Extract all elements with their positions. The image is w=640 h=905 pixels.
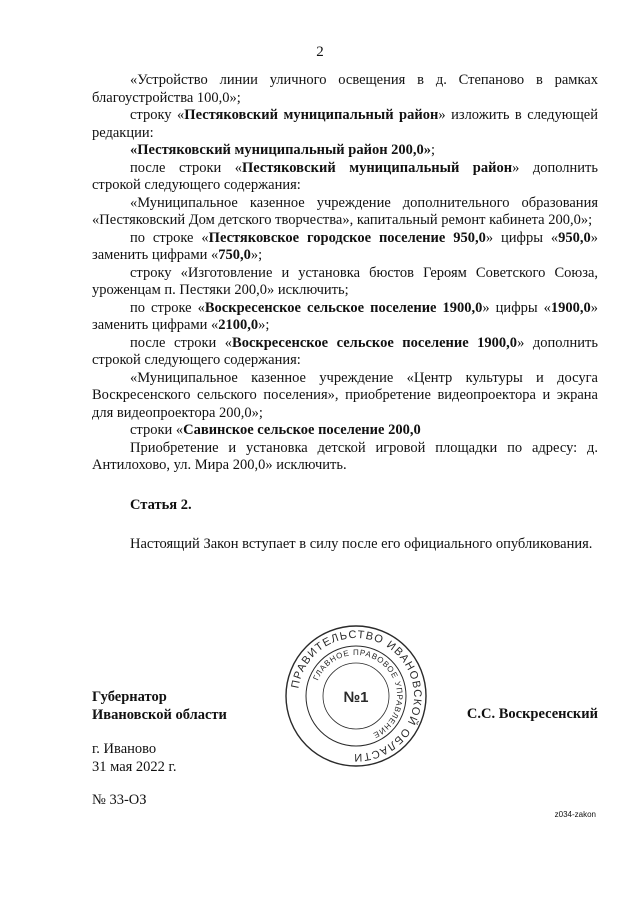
- place: г. Иваново: [92, 741, 157, 757]
- bold-run: Пестяковский муниципальный район: [242, 159, 513, 176]
- text-run: » заменить цифрами «: [92, 299, 598, 333]
- paragraph: [92, 142, 598, 160]
- bold-run: 950,0: [558, 229, 591, 246]
- document-code: z034-zakon: [554, 810, 596, 819]
- text-run: по строке «: [130, 299, 205, 316]
- seal-outer-text: ПРАВИТЕЛЬСТВО ИВАНОВСКОЙ ОБЛАСТИ: [289, 628, 424, 764]
- text-run: «Муниципальное казенное учреждение «Центр культуры и досуга Воскресенского сельского поселения», приобретение видеопроектора и экрана для видеопроектора 200,0»;: [92, 369, 598, 421]
- document-body: [92, 72, 598, 554]
- bold-run: Воскресенское сельское поселение 1900,0: [232, 334, 518, 351]
- bold-run: Пестяковский муниципальный район: [184, 107, 439, 123]
- text-run: «Муниципальное казенное учреждение дополнительного образования «Пестяковский Дом детского творчества», капитальный ремонт кабинета 200,0»;: [92, 194, 598, 228]
- paragraph: [92, 440, 598, 475]
- signatory-name: С.С. Воскресенский: [466, 706, 598, 722]
- bold-run: 1900,0: [550, 299, 591, 316]
- bold-run: 2100,0: [218, 317, 259, 333]
- text-run: » цифры «: [482, 299, 551, 316]
- bold-run: Воскресенское сельское поселение 1900,0: [204, 299, 483, 316]
- paragraph: [92, 265, 598, 300]
- text-run: » изложить в следующей редакции:: [92, 107, 599, 141]
- text-run: » дополнить строкой следующего содержания:: [92, 334, 598, 368]
- text-run: » дополнить строкой следующего содержания:: [92, 159, 599, 193]
- date: 31 мая 2022 г.: [92, 759, 177, 775]
- text-run: строку «: [130, 107, 185, 123]
- text-run: строку «Изготовление и установка бюстов Героям Советского Союза, уроженцам п. Пестяки 200,0» исключить;: [92, 264, 598, 298]
- paragraph: [92, 160, 598, 195]
- text-run: после строки «: [130, 334, 233, 351]
- paragraph: [92, 72, 598, 107]
- text-run: «Устройство линии уличного освещения в д. Степаново в рамках благоустройства 100,0»;: [92, 72, 598, 106]
- law-effective-text: Настоящий Закон вступает в силу после его официального опубликования.: [130, 536, 593, 552]
- article-heading: Статья 2.: [130, 496, 192, 513]
- seal-number: №1: [343, 689, 369, 706]
- text-run: после строки «: [130, 159, 243, 176]
- bold-run: 750,0: [218, 247, 251, 263]
- text-run: »;: [258, 317, 270, 333]
- paragraph: [92, 300, 598, 335]
- amendment-list: [92, 72, 598, 475]
- place-date: [92, 740, 177, 776]
- bold-run: Пестяковское городское поселение 950,0: [208, 229, 486, 246]
- signatory-title: [92, 688, 227, 724]
- text-run: »;: [250, 247, 263, 263]
- paragraph: [92, 107, 598, 142]
- paragraph: [92, 195, 598, 230]
- paragraph: [92, 422, 598, 440]
- page-number: 2: [316, 44, 324, 60]
- paragraph: [92, 230, 598, 265]
- text-run: Приобретение и установка детской игровой площадки по адресу: д. Антилохово, ул. Мира 200,0» исключить.: [92, 439, 598, 473]
- text-run: по строке «: [130, 229, 209, 246]
- law-number: № 33-ОЗ: [92, 792, 147, 808]
- paragraph: [92, 335, 598, 370]
- seal-inner-text: ГЛАВНОЕ ПРАВОВОЕ УПРАВЛЕНИЕ: [311, 647, 405, 740]
- paragraph: [92, 370, 598, 423]
- signatory-title-line2: Ивановской области: [92, 707, 227, 723]
- signatory-title-line1: Губернатор: [92, 689, 167, 705]
- bold-run: «Пестяковский муниципальный район 200,0»: [130, 142, 432, 158]
- bold-run: Савинское сельское поселение 200,0: [183, 422, 421, 438]
- text-run: » заменить цифрами «: [92, 229, 598, 263]
- text-run: строки «: [130, 422, 184, 438]
- text-run: » цифры «: [485, 229, 559, 246]
- text-run: ;: [431, 142, 436, 158]
- seal-stamp: [284, 624, 428, 768]
